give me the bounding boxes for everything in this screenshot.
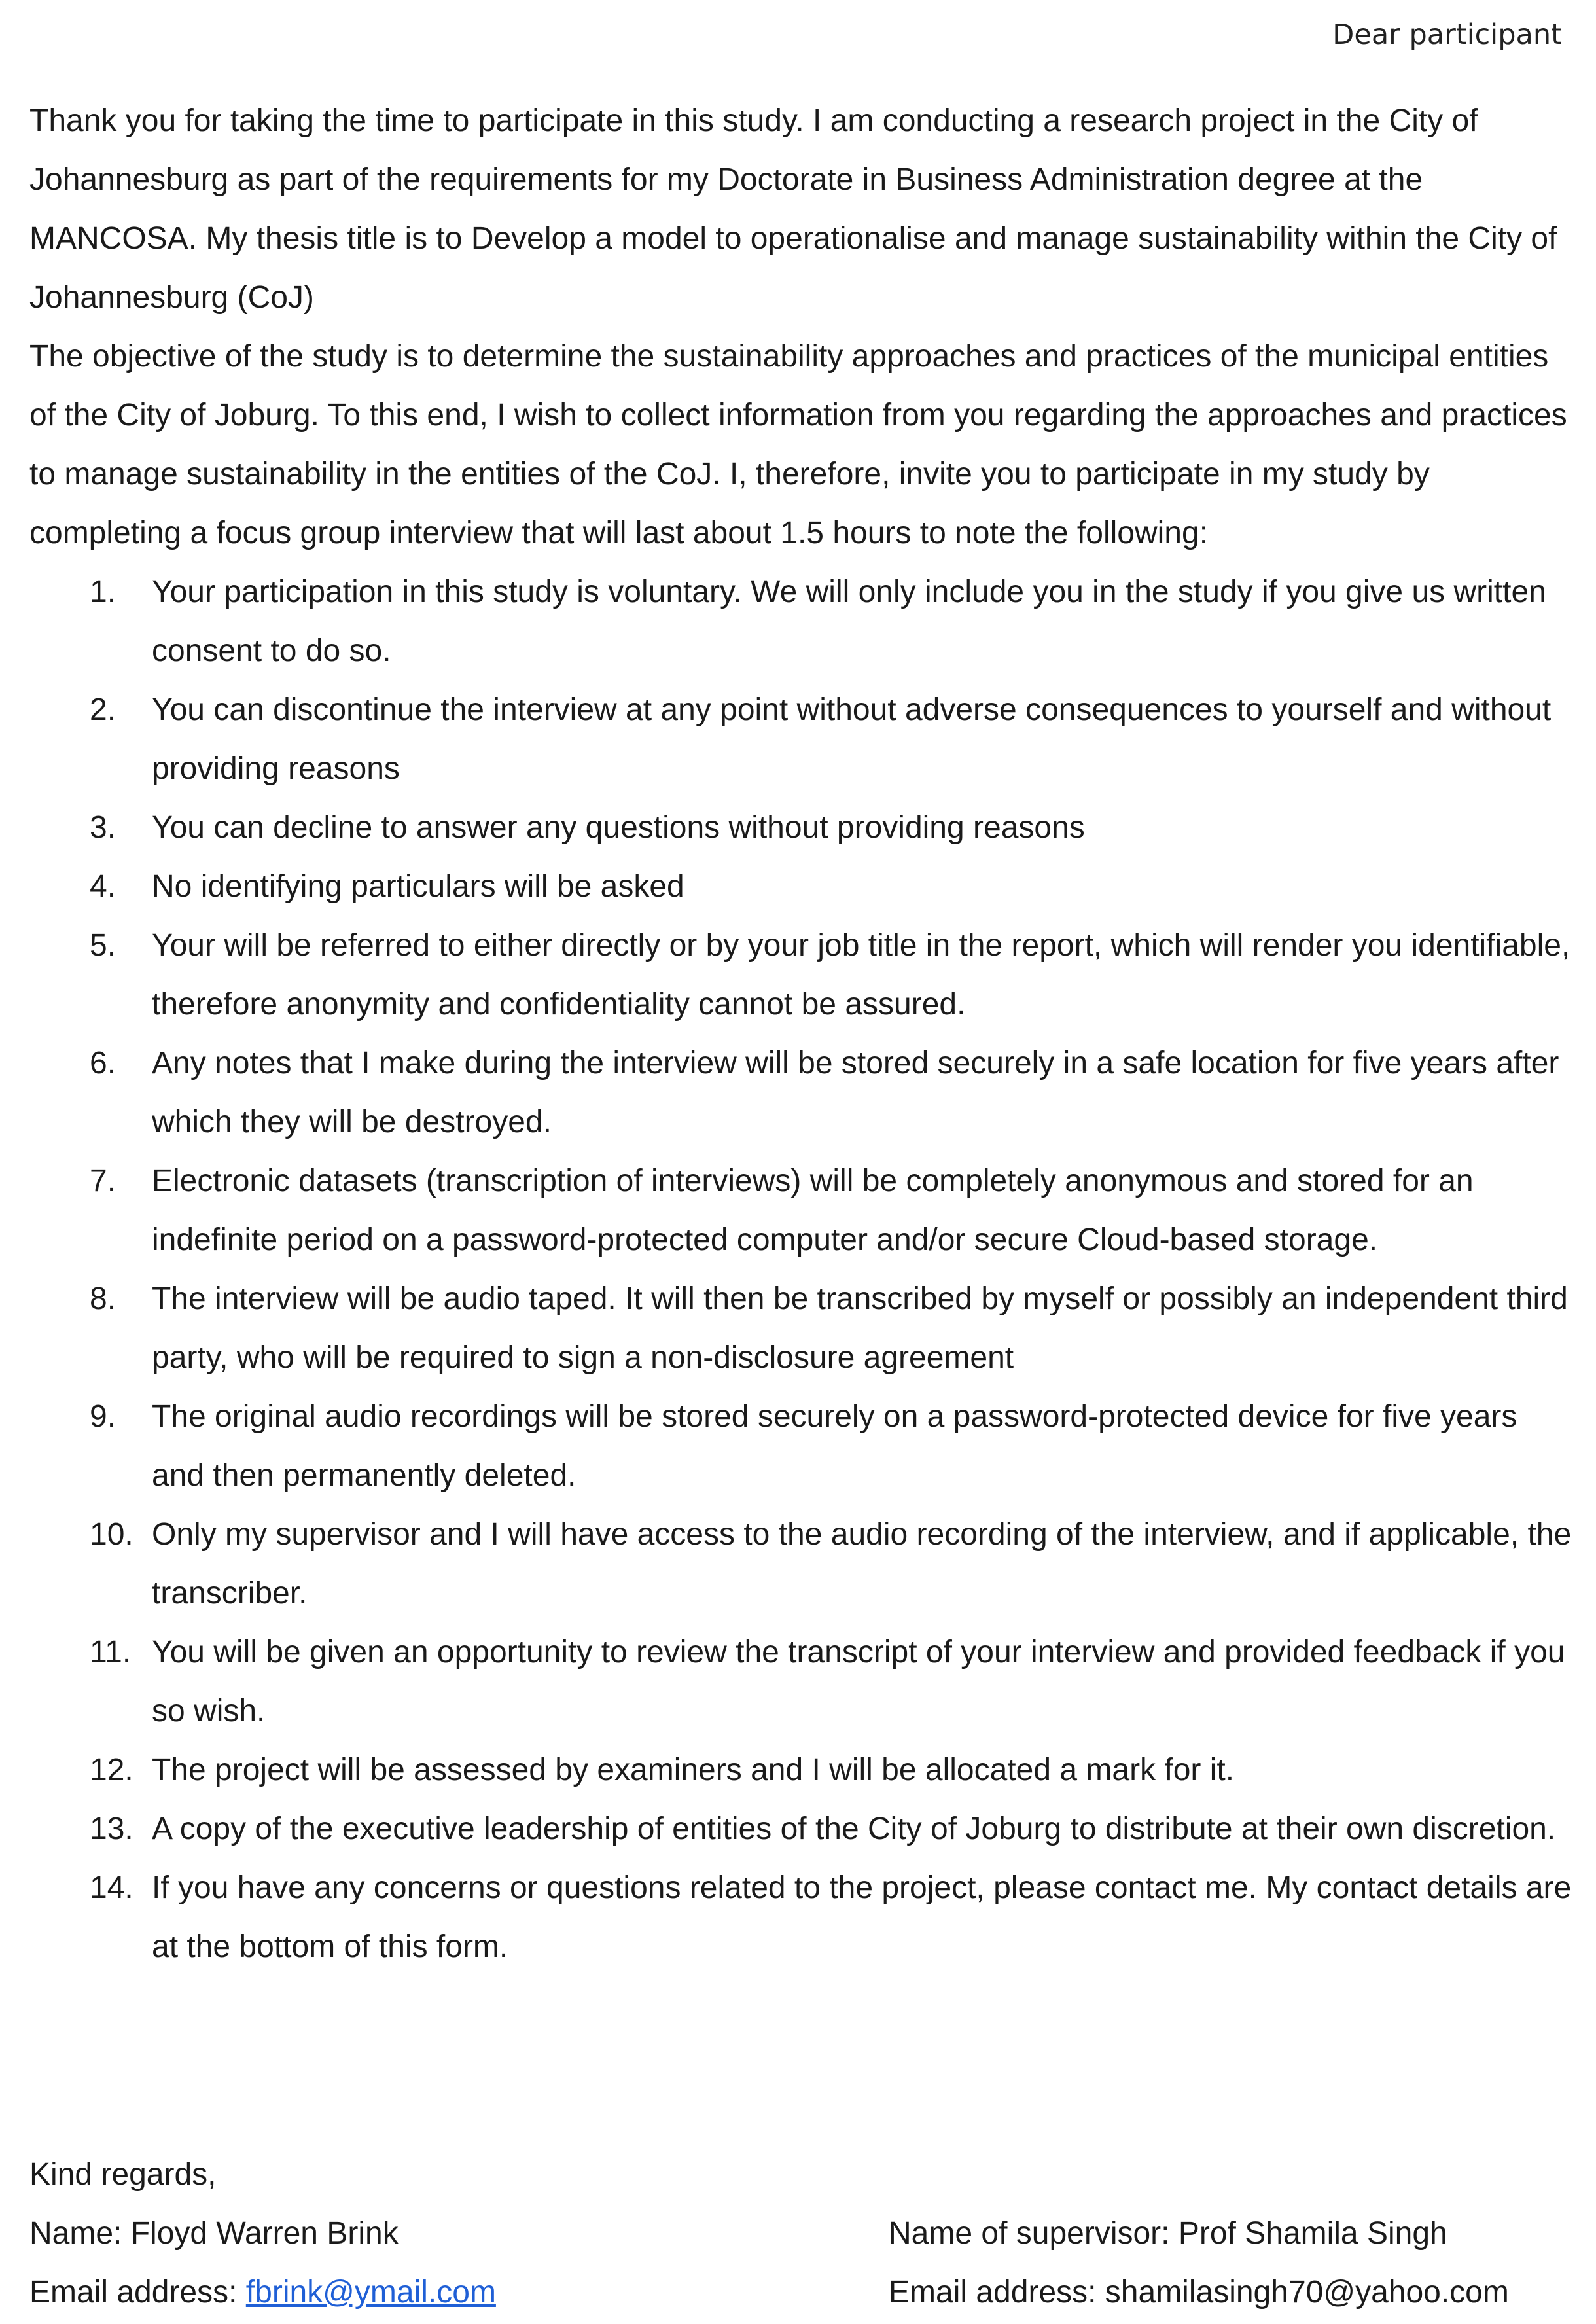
list-number: 14. <box>90 1870 133 1905</box>
list-number: 2. <box>90 692 116 727</box>
list-number: 10. <box>90 1517 133 1552</box>
list-number: 12. <box>90 1753 133 1787</box>
list-item <box>29 681 1574 798</box>
intro-paragraph-1: Thank you for taking the time to participate in this study. I am conducting a research project in the City of Johannesburg as part of the requirements for my Doctorate in Business Administration degree at the MANCOSA. My thesis title is to Develop a model to operationalise and manage sustainability within the City of Johannesburg (CoJ) <box>29 103 1557 315</box>
list-number: 1. <box>90 575 116 609</box>
list-text: You can decline to answer any questions without providing reasons <box>152 810 1085 845</box>
list-number: 8. <box>90 1281 116 1316</box>
list-text: No identifying particulars will be asked <box>152 869 684 904</box>
list-item <box>29 1800 1574 1859</box>
list-item <box>29 1152 1574 1270</box>
list-text: If you have any concerns or questions related to the project, please contact me. My contact details are at the bottom of this form. <box>152 1870 1572 1964</box>
list-item <box>29 1741 1574 1800</box>
list-number: 7. <box>90 1164 116 1198</box>
letter-body <box>29 92 1574 1976</box>
closing-row <box>29 2145 1574 2204</box>
intro-paragraph-2: The objective of the study is to determine the sustainability approaches and practices of the municipal entities of the City of Joburg. To this end, I wish to collect information from you regarding the approaches and practices to manage sustainability in the entities of the CoJ. I, therefore, invite you to participate in my study by completing a focus group interview that will last about 1.5 hours to note the following: <box>29 339 1567 550</box>
list-number: 9. <box>90 1399 116 1434</box>
list-text: Electronic datasets (transcription of interviews) will be completely anonymous and stored for an indefinite period on a password-protected computer and/or secure Cloud-based storage. <box>152 1164 1474 1257</box>
list-text: You will be given an opportunity to review the transcript of your interview and provided feedback if you so wish. <box>152 1635 1565 1728</box>
list-number: 3. <box>90 810 116 845</box>
list-item <box>29 1623 1574 1741</box>
list-text: A copy of the executive leadership of entities of the City of Joburg to distribute at their own discretion. <box>152 1812 1556 1846</box>
list-item <box>29 1859 1574 1976</box>
list-item <box>29 563 1574 681</box>
conditions-list <box>29 563 1574 1976</box>
supervisor-email: Email address: shamilasingh70@yahoo.com <box>889 2275 1509 2310</box>
name-row <box>29 2204 1574 2263</box>
list-number: 11. <box>90 1635 132 1670</box>
list-text: The interview will be audio taped. It will then be transcribed by myself or possibly an independent third party, who will be required to sign a non-disclosure agreement <box>152 1281 1568 1375</box>
list-text: The project will be assessed by examiners and I will be allocated a mark for it. <box>152 1753 1235 1787</box>
list-text: You can discontinue the interview at any point without adverse consequences to yourself and without providing reasons <box>152 692 1552 786</box>
list-text: The original audio recordings will be stored securely on a password-protected device for five years and then permanently deleted. <box>152 1399 1517 1493</box>
list-item <box>29 1505 1574 1623</box>
list-text: Any notes that I make during the interview will be stored securely in a safe location for five years after which they will be destroyed. <box>152 1046 1559 1139</box>
list-text: Your participation in this study is voluntary. We will only include you in the study if you give us written consent to do so. <box>152 575 1546 668</box>
list-number: 6. <box>90 1046 116 1081</box>
list-item <box>29 798 1574 857</box>
supervisor-name: Name of supervisor: Prof Shamila Singh <box>889 2216 1447 2251</box>
signature-block <box>29 2145 1574 2322</box>
list-text: Your will be referred to either directly or by your job title in the report, which will render you identifiable, therefore anonymity and confidentiality cannot be assured. <box>152 928 1570 1022</box>
list-number: 4. <box>90 869 116 904</box>
researcher-name: Name: Floyd Warren Brink <box>29 2216 399 2251</box>
list-text: Only my supervisor and I will have access to the audio recording of the interview, and if applicable, the transcriber. <box>152 1517 1572 1611</box>
email-row <box>29 2263 1574 2322</box>
list-item <box>29 857 1574 916</box>
list-item <box>29 1270 1574 1387</box>
closing-text: Kind regards, <box>29 2157 217 2192</box>
header-salutation: Dear participant <box>1332 18 1562 51</box>
researcher-email-link[interactable]: fbrink@ymail.com <box>245 2275 496 2310</box>
list-number: 5. <box>90 928 116 963</box>
list-item <box>29 1034 1574 1152</box>
list-item <box>29 916 1574 1034</box>
researcher-email-label: Email address: <box>29 2275 246 2310</box>
list-number: 13. <box>90 1812 133 1846</box>
list-item <box>29 1387 1574 1505</box>
